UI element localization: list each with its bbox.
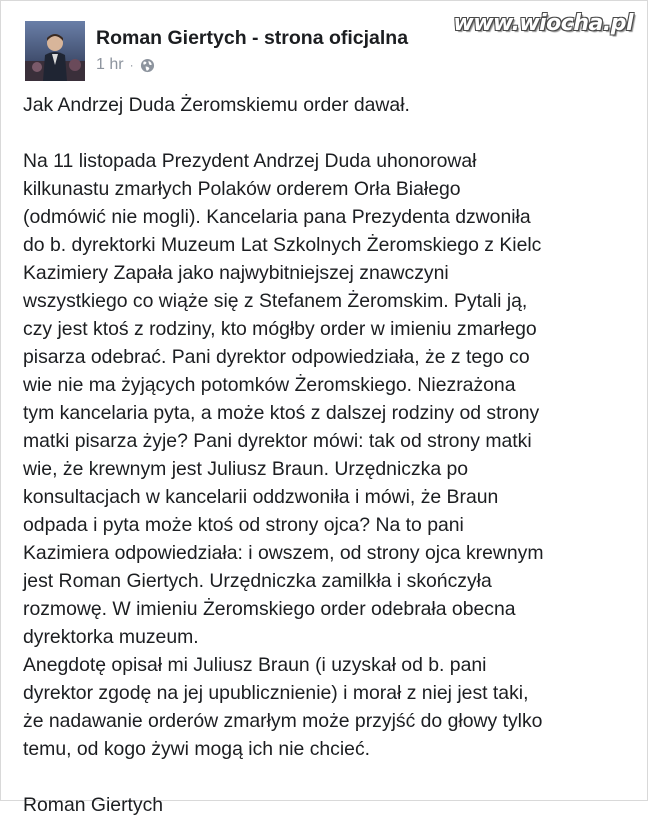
meta-separator: ·: [129, 58, 134, 72]
paragraph-gap: [23, 763, 633, 791]
post-meta: [96, 55, 155, 75]
paragraph-gap: [23, 119, 633, 147]
post-content: [23, 91, 633, 819]
post-title: Jak Andrzej Duda Żeromskiemu order dawał.: [23, 94, 410, 116]
site-watermark: www.wiocha.pl: [453, 11, 633, 36]
avatar-image: [25, 21, 85, 81]
globe-icon[interactable]: [140, 58, 155, 73]
post-signature: Roman Giertych: [23, 794, 164, 816]
author-name[interactable]: Roman Giertych - strona oficjalna: [96, 27, 409, 49]
post-body: Na 11 listopada Prezydent Andrzej Duda uhonorował kilkunastu zmarłych Polaków orderem Orła Białego (odmówić nie mogli). Kancelaria pana Prezydenta dzwoniła do b. dyrektorki Muzeum Lat Szkolnych Żeromskiego z Kielc Kazimiery Zapała jako najwybitniejszej znawczyni wszystkiego co wiąże się z Stefanem Żeromskim. Pytali ją, czy jest ktoś z rodziny, kto mógłby order w imieniu zmarłego pisarza odebrać. Pani dyrektor odpowiedziała, że z tego co wie nie ma żyjących potomków Żeromskiego. Niezrażona tym kancelaria pyta, a może ktoś z dalszej rodziny od strony matki pisarza żyje? Pani dyrektor mówi: tak od strony matki wie, że krewnym jest Juliusz Braun. Urzędniczka po konsultacjach w kancelarii oddzwoniła i mówi, że Braun odpada i pyta może ktoś od strony ojca? Na to pani Kazimiera odpowiedziała: i owszem, od strony ojca krewnym jest Roman Giertych. Urzędniczka zamilkła i skończyła rozmowę. W imieniu Żeromskiego order odebrała obecna dyrektorka muzeum. Anegdotę opisał mi Juliusz Braun (i uzyskał od b. pani dyrektor zgodę na jej upublicznienie) i morał z niej jest taki, że nadawanie orderów zmarłym może przyjść do głowy tylko temu, od kogo żywi mogą ich nie chcieć.: [23, 150, 544, 760]
avatar[interactable]: [25, 21, 85, 81]
post-time[interactable]: 1 hr: [96, 56, 124, 73]
